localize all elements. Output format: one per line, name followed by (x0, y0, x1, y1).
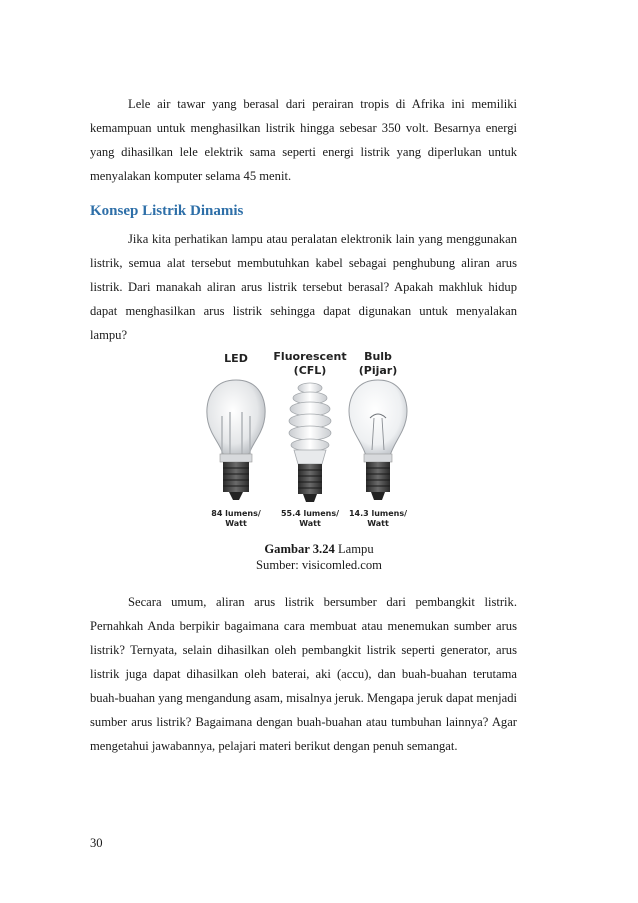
led-lumens: 84 lumens/ (211, 509, 261, 518)
figure-caption (0, 542, 638, 557)
paragraph-intro: Lele air tawar yang berasal dari perairan tropis di Afrika ini memiliki kemampuan untuk menghasilkan listrik hingga sebesar 350 volt. Besarnya energi yang dihasilkan lele elektrik sama seperti energi listrik yang diperlukan untuk menyalakan komputer selama 45 menit. (90, 97, 517, 183)
paragraph-sources: Secara umum, aliran arus listrik bersumber dari pembangkit listrik. Pernahkah Anda berpikir bagaimana cara membuat atau menemukan sumber arus listrik? Ternyata, selain dihasilkan oleh pembangkit listrik seperti generator, arus listrik juga dapat dihasilkan oleh baterai, aki (accu), dan buah-buahan terutama buah-buahan yang mengandung asam, misalnya jeruk. Mengapa jeruk dapat menjadi sumber arus listrik? Bagaimana dengan buah-buahan atau tumbuhan lainnya? Agar mengetahui jawabannya, pelajari materi berikut dengan penuh semangat. (90, 595, 518, 753)
incandescent-bulb (349, 380, 407, 500)
bulb-lumens: 14.3 lumens/ (348, 509, 408, 518)
led-lumens-unit: Watt (225, 519, 247, 528)
cfl-label: Fluorescent (273, 350, 347, 363)
lamp-comparison-image (200, 346, 420, 532)
figure-caption-text: Lampu (334, 542, 374, 556)
cfl-lumens-unit: Watt (299, 519, 321, 528)
page-number: 30 (90, 836, 103, 850)
bulb-label-sub: (Pijar) (358, 364, 398, 377)
cfl-lamp (289, 383, 331, 502)
figure-source: Sumber: visicomled.com (256, 558, 382, 572)
cfl-label-sub: (CFL) (293, 364, 327, 377)
paragraph-question: Jika kita perhatikan lampu atau peralatan elektronik lain yang menggunakan listrik, semua alat tersebut membutuhkan kabel sebagai penghubung aliran arus listrik. Dari manakah aliran arus listrik tersebut berasal? Apakah makhluk hidup dapat menghasilkan arus listrik sehingga dapat digunakan untuk menyalakan lampu? (90, 232, 517, 342)
bulb-label: Bulb (364, 350, 392, 363)
lamp-figure (200, 346, 420, 532)
bulb-lumens-unit: Watt (367, 519, 389, 528)
led-label: LED (224, 352, 248, 365)
section-heading: Konsep Listrik Dinamis (90, 203, 244, 219)
figure-caption-number: Gambar 3.24 (264, 542, 335, 556)
led-lamp (207, 380, 265, 500)
cfl-lumens: 55.4 lumens/ (280, 509, 340, 518)
